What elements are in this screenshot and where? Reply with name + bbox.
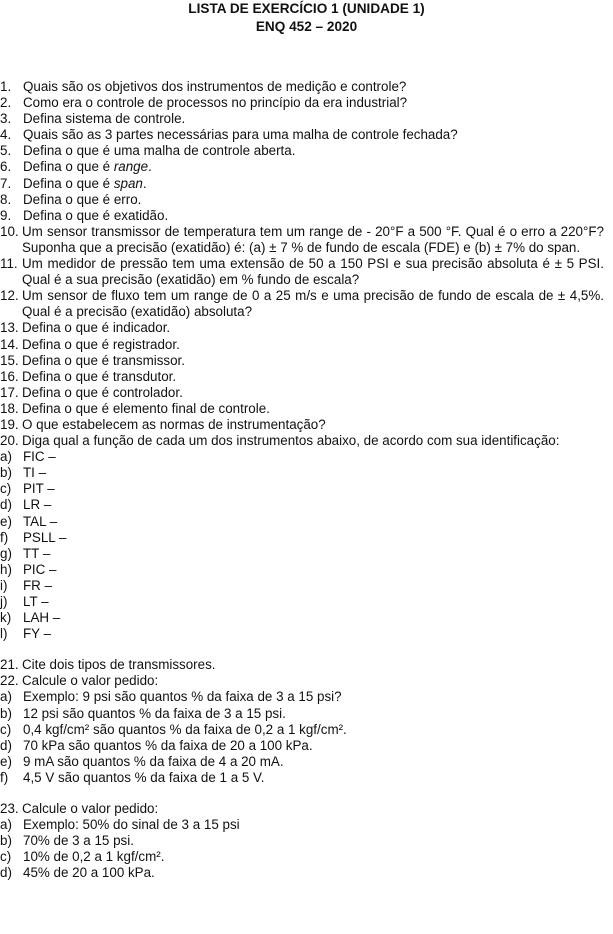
question-text-post: . [142, 175, 147, 191]
item-letter: l) [0, 626, 8, 642]
list-item [0, 865, 604, 881]
question-number: 4. [0, 127, 12, 143]
spacer [0, 642, 604, 657]
question-text: Calcule o valor pedido: [22, 801, 159, 817]
term-span: span [113, 175, 143, 191]
question-text-pre: Defina o que é [23, 159, 114, 175]
list-item [0, 562, 604, 578]
question-20 [0, 433, 604, 449]
question-text: Defina o que é erro. [23, 191, 142, 207]
question-13 [0, 320, 604, 336]
calculation-list [0, 689, 604, 786]
question-text: Defina o que é transdutor. [22, 368, 177, 384]
item-letter: c) [0, 849, 12, 865]
list-item [0, 546, 604, 562]
question-number: 9. [0, 207, 12, 223]
question-text: Um sensor de fluxo tem um range de 0 a 25 m/s e uma precisão de fundo de escala de ± 4,5%. Qual é a precisão (exatidão) absoluta? [22, 288, 604, 320]
question-number: 13. [0, 320, 19, 336]
question-number: 16. [0, 368, 19, 384]
question-7 [0, 176, 604, 192]
question-number: 7. [0, 175, 12, 191]
question-10 [0, 224, 604, 256]
list-item [0, 770, 604, 786]
list-item [0, 594, 604, 610]
question-number: 14. [0, 336, 19, 352]
question-22 [0, 673, 604, 689]
question-number: 20. [0, 433, 19, 449]
question-text [23, 176, 604, 192]
item-text: 9 mA são quantos % da faixa de 4 a 20 mA. [23, 753, 284, 769]
question-text: Cite dois tipos de transmissores. [22, 657, 216, 673]
list-item [0, 514, 604, 530]
item-text: PIC – [23, 561, 57, 577]
question-number: 23. [0, 801, 19, 817]
question-text: Defina o que é uma malha de controle aberta. [23, 143, 296, 159]
list-item [0, 497, 604, 513]
question-16 [0, 369, 604, 385]
item-text: 12 psi são quantos % da faixa de 3 a 15 psi. [23, 705, 286, 721]
item-letter: d) [0, 737, 12, 753]
question-number: 11. [0, 256, 18, 272]
list-item [0, 449, 604, 465]
calculation-list [0, 817, 604, 881]
item-letter: f) [0, 529, 9, 545]
question-1 [0, 79, 604, 95]
item-letter: b) [0, 465, 12, 481]
question-17 [0, 385, 604, 401]
item-letter: i) [0, 577, 8, 593]
item-text: 0,4 kgf/cm² são quantos % da faixa de 0,2 a 1 kgf/cm². [23, 721, 347, 737]
question-21 [0, 657, 604, 673]
list-item [0, 706, 604, 722]
question-6 [0, 159, 604, 175]
item-text: 4,5 V são quantos % da faixa de 1 a 5 V. [23, 769, 265, 785]
question-5 [0, 143, 604, 159]
item-letter: e) [0, 513, 12, 529]
question-text: Defina o que é exatidão. [23, 207, 169, 223]
question-9 [0, 208, 604, 224]
item-letter: a) [0, 449, 12, 465]
item-letter: a) [0, 689, 12, 705]
question-15 [0, 353, 604, 369]
question-number: 10. [0, 223, 19, 239]
list-item [0, 465, 604, 481]
question-number: 3. [0, 111, 12, 127]
item-text: PIT – [23, 481, 55, 497]
list-item [0, 754, 604, 770]
item-letter: g) [0, 545, 12, 561]
question-text: Defina o que é transmissor. [22, 352, 186, 368]
item-text: TAL – [23, 513, 58, 529]
item-letter: b) [0, 705, 12, 721]
question-23 [0, 801, 604, 817]
question-2 [0, 95, 604, 111]
item-letter: d) [0, 865, 12, 881]
list-item [0, 849, 604, 865]
question-number: 5. [0, 143, 12, 159]
question-text: Um sensor transmissor de temperatura tem um range de - 20°F a 500 °F. Qual é o erro a 220°F? Suponha que a precisão (exatidão) é: (a) ± 7 % de fundo de escala (FDE) e (b) ± 7% do span. [22, 223, 604, 255]
item-letter: a) [0, 817, 12, 833]
item-text: Exemplo: 9 psi são quantos % da faixa de 3 a 15 psi? [23, 689, 342, 705]
item-text: TT – [23, 545, 51, 561]
question-number: 1. [0, 79, 12, 94]
document-title: LISTA DE EXERCÍCIO 1 (UNIDADE 1) [188, 1, 425, 16]
item-text: PSLL – [23, 529, 67, 545]
question-19 [0, 417, 604, 433]
list-item [0, 626, 604, 642]
list-item [0, 610, 604, 626]
list-item [0, 722, 604, 738]
document-subtitle: ENQ 452 – 2020 [255, 19, 358, 34]
question-12 [0, 288, 604, 320]
question-text: Quais são as 3 partes necessárias para uma malha de controle fechada? [23, 127, 458, 143]
question-text: Defina sistema de controle. [23, 111, 186, 127]
question-text: Defina o que é registrador. [22, 336, 180, 352]
item-text: TI – [23, 465, 47, 481]
question-11 [0, 256, 604, 288]
item-text: 70% de 3 a 15 psi. [23, 833, 134, 849]
question-3 [0, 111, 604, 127]
item-text: LT – [23, 594, 49, 609]
question-number: 18. [0, 400, 19, 416]
item-letter: c) [0, 721, 12, 737]
item-letter: e) [0, 753, 12, 769]
item-text: FY – [23, 626, 52, 642]
item-letter: k) [0, 610, 12, 626]
item-letter: d) [0, 497, 12, 513]
question-text: Defina o que é controlador. [22, 384, 183, 400]
list-item [0, 481, 604, 497]
item-text: 10% de 0,2 a 1 kgf/cm². [23, 849, 165, 865]
list-item [0, 833, 604, 849]
item-text: LAH – [23, 610, 61, 626]
question-8 [0, 192, 604, 208]
question-number: 15. [0, 352, 19, 368]
list-item [0, 689, 604, 705]
list-item [0, 738, 604, 754]
spacer [0, 786, 604, 801]
item-letter: c) [0, 481, 12, 497]
item-text: LR – [23, 497, 52, 513]
question-text [23, 159, 604, 175]
question-text: O que estabelecem as normas de instrumentação? [22, 416, 326, 432]
item-letter: h) [0, 561, 12, 577]
question-number: 19. [0, 416, 19, 432]
item-text: FIC – [23, 449, 56, 465]
question-number: 21. [0, 657, 19, 673]
question-number: 8. [0, 191, 12, 207]
item-text: FR – [23, 577, 53, 593]
item-text: 45% de 20 a 100 kPa. [23, 865, 155, 881]
question-18 [0, 401, 604, 417]
instrument-list [0, 449, 604, 642]
item-letter: b) [0, 833, 12, 849]
question-text: Calcule o valor pedido: [22, 673, 159, 689]
question-text: Como era o controle de processos no princípio da era industrial? [23, 95, 408, 111]
item-letter: f) [0, 769, 9, 785]
question-text-post: . [148, 159, 152, 175]
item-text: Exemplo: 50% do sinal de 3 a 15 psi [23, 817, 240, 833]
question-list [0, 79, 604, 882]
question-14 [0, 337, 604, 353]
item-text: 70 kPa são quantos % da faixa de 20 a 100 kPa. [23, 737, 313, 753]
list-item [0, 578, 604, 594]
question-number: 2. [0, 95, 12, 111]
question-text: Diga qual a função de cada um dos instrumentos abaixo, de acordo com sua identificação: [22, 433, 560, 449]
question-number: 17. [0, 384, 19, 400]
term-range: range [113, 159, 149, 175]
question-number: 22. [0, 673, 19, 689]
list-item [0, 817, 604, 833]
question-4 [0, 127, 604, 143]
question-text: Defina o que é elemento final de controle. [22, 400, 270, 416]
item-letter: j) [0, 594, 8, 609]
question-text-pre: Defina o que é [23, 175, 114, 191]
question-text: Quais são os objetivos dos instrumentos de medição e controle? [23, 79, 407, 94]
question-text: Um medidor de pressão tem uma extensão de 50 a 150 PSI e sua precisão absoluta é ± 5 PSI. Qual é a sua precisão (exatidão) em % fundo de escala? [22, 256, 604, 288]
question-number: 12. [0, 288, 19, 304]
question-text: Defina o que é indicador. [22, 320, 171, 336]
question-number: 6. [0, 159, 12, 175]
list-item [0, 530, 604, 546]
